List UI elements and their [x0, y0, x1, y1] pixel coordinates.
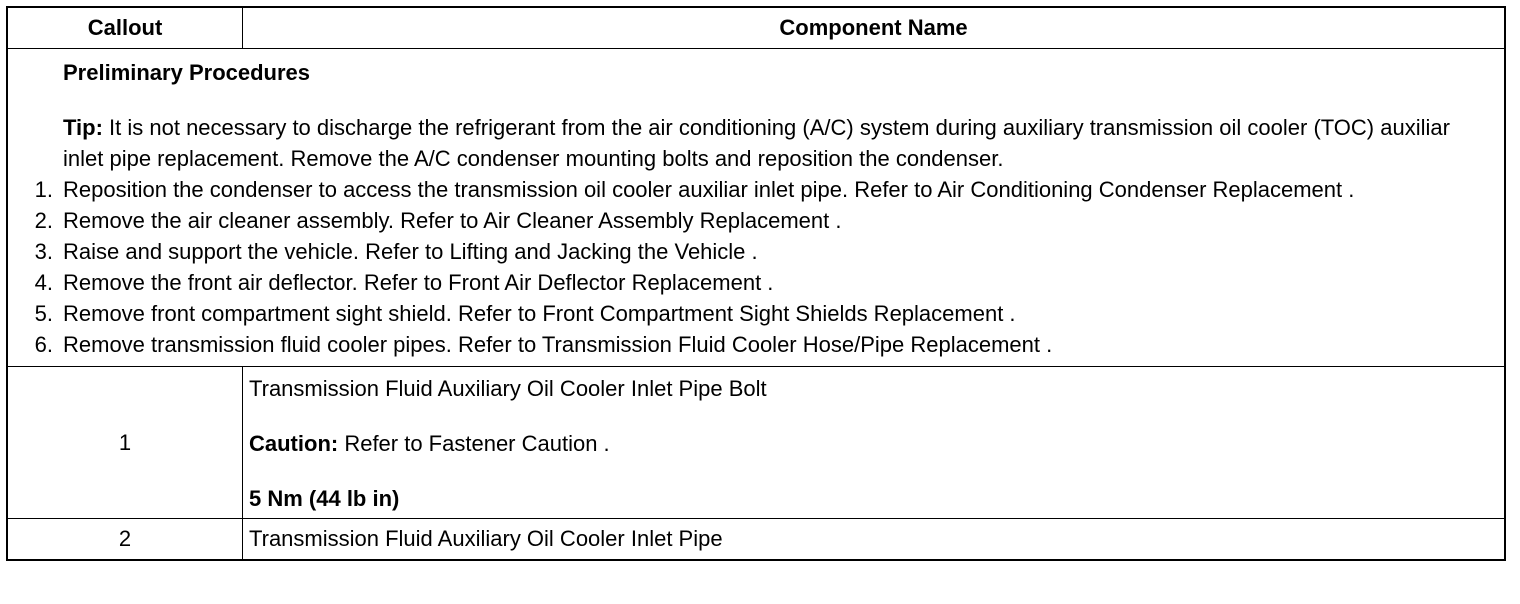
preliminary-title: Preliminary Procedures: [63, 60, 311, 85]
step-number: 1.: [34, 177, 53, 202]
step-text: Remove the front air deflector. Refer to Front Air Deflector Replacement .: [63, 270, 774, 295]
list-item: [8, 267, 1494, 298]
tip-label: Tip:: [63, 115, 103, 140]
step-number: 4.: [34, 270, 53, 295]
step-number: 3.: [34, 239, 53, 264]
table-row: [7, 519, 1505, 561]
table-header-row: [7, 7, 1505, 49]
header-callout: Callout: [7, 7, 243, 49]
component-name: Transmission Fluid Auxiliary Oil Cooler Inlet Pipe Bolt: [249, 376, 767, 401]
preliminary-procedures: [7, 49, 1505, 367]
step-number: 2.: [34, 208, 53, 233]
callout-cell: 2: [7, 519, 243, 561]
component-name: Transmission Fluid Auxiliary Oil Cooler Inlet Pipe: [243, 519, 1506, 561]
preliminary-row: [7, 49, 1505, 367]
torque-spec: [249, 485, 1498, 512]
list-item: [8, 205, 1494, 236]
tip-text: It is not necessary to discharge the refrigerant from the air conditioning (A/C) system during auxiliary transmission oil cooler (TOC) auxiliar inlet pipe replacement. Remove the A/C condenser mounting bolts and reposition the condenser.: [63, 115, 1450, 171]
list-item: [8, 298, 1494, 329]
list-item: [8, 236, 1494, 267]
preliminary-steps: [8, 174, 1494, 360]
caution-text: Refer to Fastener Caution .: [338, 431, 610, 456]
step-text: Remove front compartment sight shield. Refer to Front Compartment Sight Shields Replacement .: [63, 301, 1016, 326]
step-number: 6.: [34, 332, 53, 357]
table-row: [7, 367, 1505, 519]
caution-note: [249, 430, 1498, 457]
step-text: Remove transmission fluid cooler pipes. Refer to Transmission Fluid Cooler Hose/Pipe Replacement .: [63, 332, 1053, 357]
callout-cell: 1: [7, 367, 243, 519]
component-cell: [243, 367, 1506, 519]
step-number: 5.: [34, 301, 53, 326]
procedure-table: [6, 6, 1506, 561]
header-component-name: Component Name: [243, 7, 1506, 49]
list-item: [8, 174, 1494, 205]
caution-label: Caution:: [249, 431, 339, 456]
step-text: Raise and support the vehicle. Refer to Lifting and Jacking the Vehicle .: [63, 239, 758, 264]
step-text: Reposition the condenser to access the transmission oil cooler auxiliar inlet pipe. Refer to Air Conditioning Condenser Replacement .: [63, 177, 1355, 202]
list-item: [8, 329, 1494, 360]
step-text: Remove the air cleaner assembly. Refer to Air Cleaner Assembly Replacement .: [63, 208, 842, 233]
torque-value: 5 Nm (44 lb in): [249, 486, 400, 511]
tip-note: [8, 112, 1494, 174]
